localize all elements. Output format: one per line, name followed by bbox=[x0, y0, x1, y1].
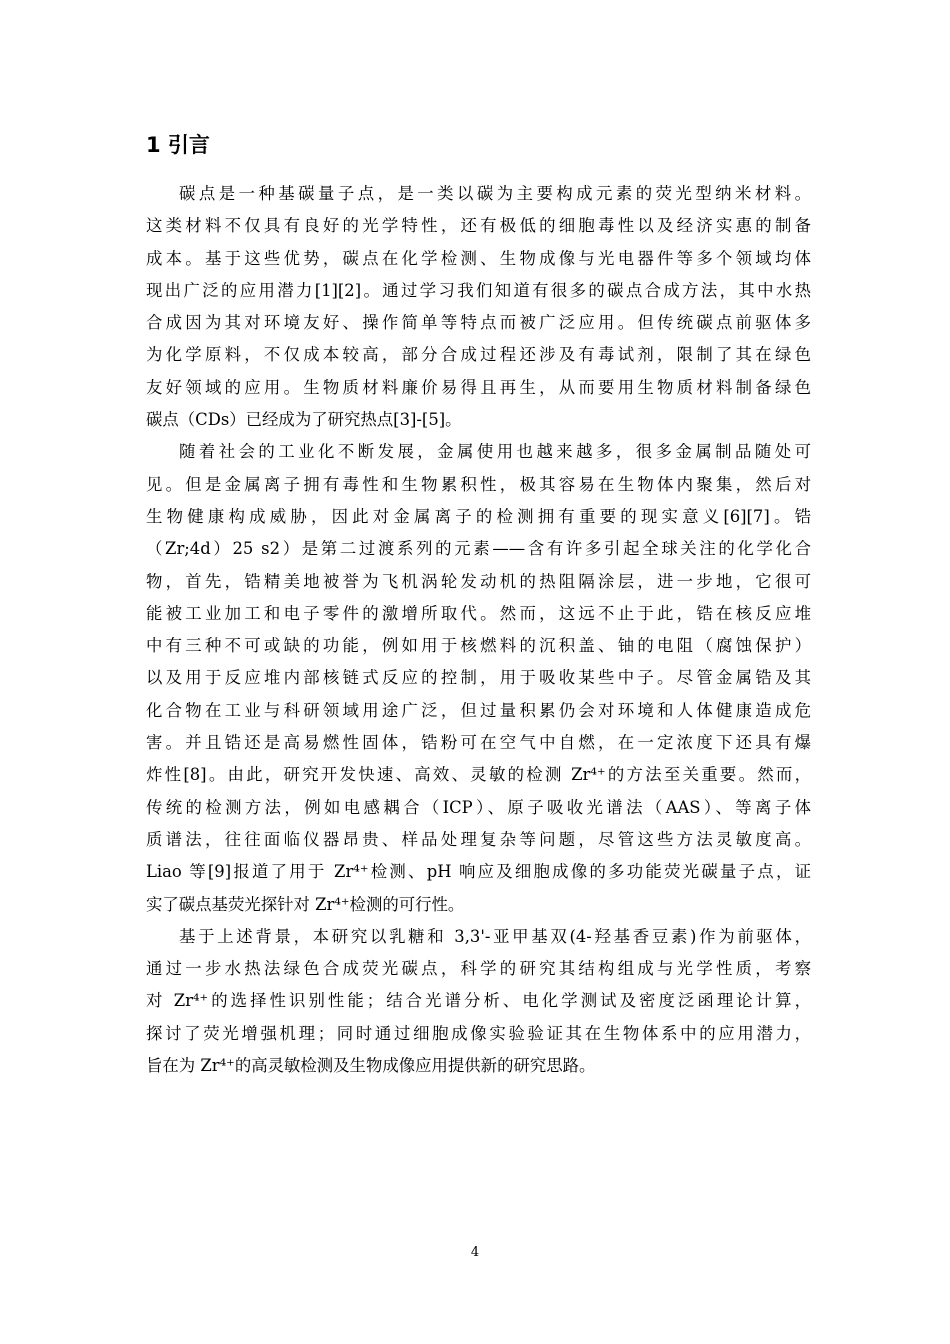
text-line: 物，首先，锆精美地被誉为飞机涡轮发动机的热阻隔涂层，进一步地，它很可 bbox=[146, 571, 811, 591]
text-line: 中有三种不可或缺的功能，例如用于核燃料的沉积盖、铀的电阻（腐蚀保护） bbox=[146, 636, 811, 656]
text-line: 害。并且锆还是高易燃性固体，锆粉可在空气中自燃，在一定浓度下还具有爆 bbox=[146, 733, 811, 753]
text-line: （Zr;4d）25 s2）是第二过渡系列的元素——含有许多引起全球关注的化学化合 bbox=[146, 539, 811, 559]
text-line: 传统的检测方法，例如电感耦合（ICP）、原子吸收光谱法（AAS）、等离子体 bbox=[146, 797, 811, 817]
text-line: 友好领域的应用。生物质材料廉价易得且再生，从而要用生物质材料制备绿色 bbox=[146, 377, 811, 397]
text-line: 探讨了荧光增强机理；同时通过细胞成像实验验证其在生物体系中的应用潜力， bbox=[146, 1023, 811, 1043]
text-line: 碳点是一种基碳量子点，是一类以碳为主要构成元素的荧光型纳米材料。 bbox=[179, 184, 811, 203]
text-line: 基于上述背景，本研究以乳糖和 3,3'-亚甲基双(4-羟基香豆素)作为前驱体， bbox=[179, 926, 811, 946]
body-text bbox=[146, 178, 811, 1082]
text-line: 碳点（CDs）已经成为了研究热点[3]-[5]。 bbox=[146, 410, 462, 430]
section-heading: 1 引言 bbox=[146, 133, 210, 157]
text-line: 为化学原料，不仅成本较高，部分合成过程还涉及有毒试剂，限制了其在绿色 bbox=[146, 345, 811, 365]
page-number: 4 bbox=[470, 1245, 480, 1260]
text-line: 旨在为 Zr⁴⁺的高灵敏检测及生物成像应用提供新的研究思路。 bbox=[146, 1056, 596, 1076]
text-line: 以及用于反应堆内部核链式反应的控制，用于吸收某些中子。尽管金属锆及其 bbox=[146, 668, 811, 688]
text-line: 化合物在工业与科研领域用途广泛，但过量积累仍会对环境和人体健康造成危 bbox=[146, 700, 811, 720]
text-line: 能被工业加工和电子零件的激增所取代。然而，这远不止于此，锆在核反应堆 bbox=[146, 603, 811, 623]
text-line: 对 Zr⁴⁺的选择性识别性能；结合光谱分析、电化学测试及密度泛函理论计算， bbox=[146, 991, 811, 1011]
text-line: 这类材料不仅具有良好的光学特性，还有极低的细胞毒性以及经济实惠的制备 bbox=[146, 216, 811, 236]
text-line: 通过一步水热法绿色合成荧光碳点，科学的研究其结构组成与光学性质，考察 bbox=[146, 959, 811, 979]
text-line: Liao 等[9]报道了用于 Zr⁴⁺检测、pH 响应及细胞成像的多功能荧光碳量子点，证 bbox=[146, 862, 811, 882]
text-line: 实了碳点基荧光探针对 Zr⁴⁺检测的可行性。 bbox=[146, 894, 465, 914]
text-line: 见。但是金属离子拥有毒性和生物累积性，极其容易在生物体内聚集，然后对 bbox=[146, 474, 811, 494]
text-line: 合成因为其对环境友好、操作简单等特点而被广泛应用。但传统碳点前驱体多 bbox=[146, 313, 811, 333]
text-line: 生物健康构成威胁，因此对金属离子的检测拥有重要的现实意义[6][7]。锆 bbox=[146, 506, 811, 526]
text-line: 质谱法，往往面临仪器昂贵、样品处理复杂等问题，尽管这些方法灵敏度高。 bbox=[146, 829, 811, 849]
text-line: 现出广泛的应用潜力[1][2]。通过学习我们知道有很多的碳点合成方法，其中水热 bbox=[146, 280, 811, 300]
text-line: 成本。基于这些优势，碳点在化学检测、生物成像与光电器件等多个领域均体 bbox=[146, 248, 811, 268]
text-line: 随着社会的工业化不断发展，金属使用也越来越多，很多金属制品随处可 bbox=[179, 442, 811, 462]
text-line: 炸性[8]。由此，研究开发快速、高效、灵敏的检测 Zr⁴⁺的方法至关重要。然而， bbox=[146, 765, 811, 785]
